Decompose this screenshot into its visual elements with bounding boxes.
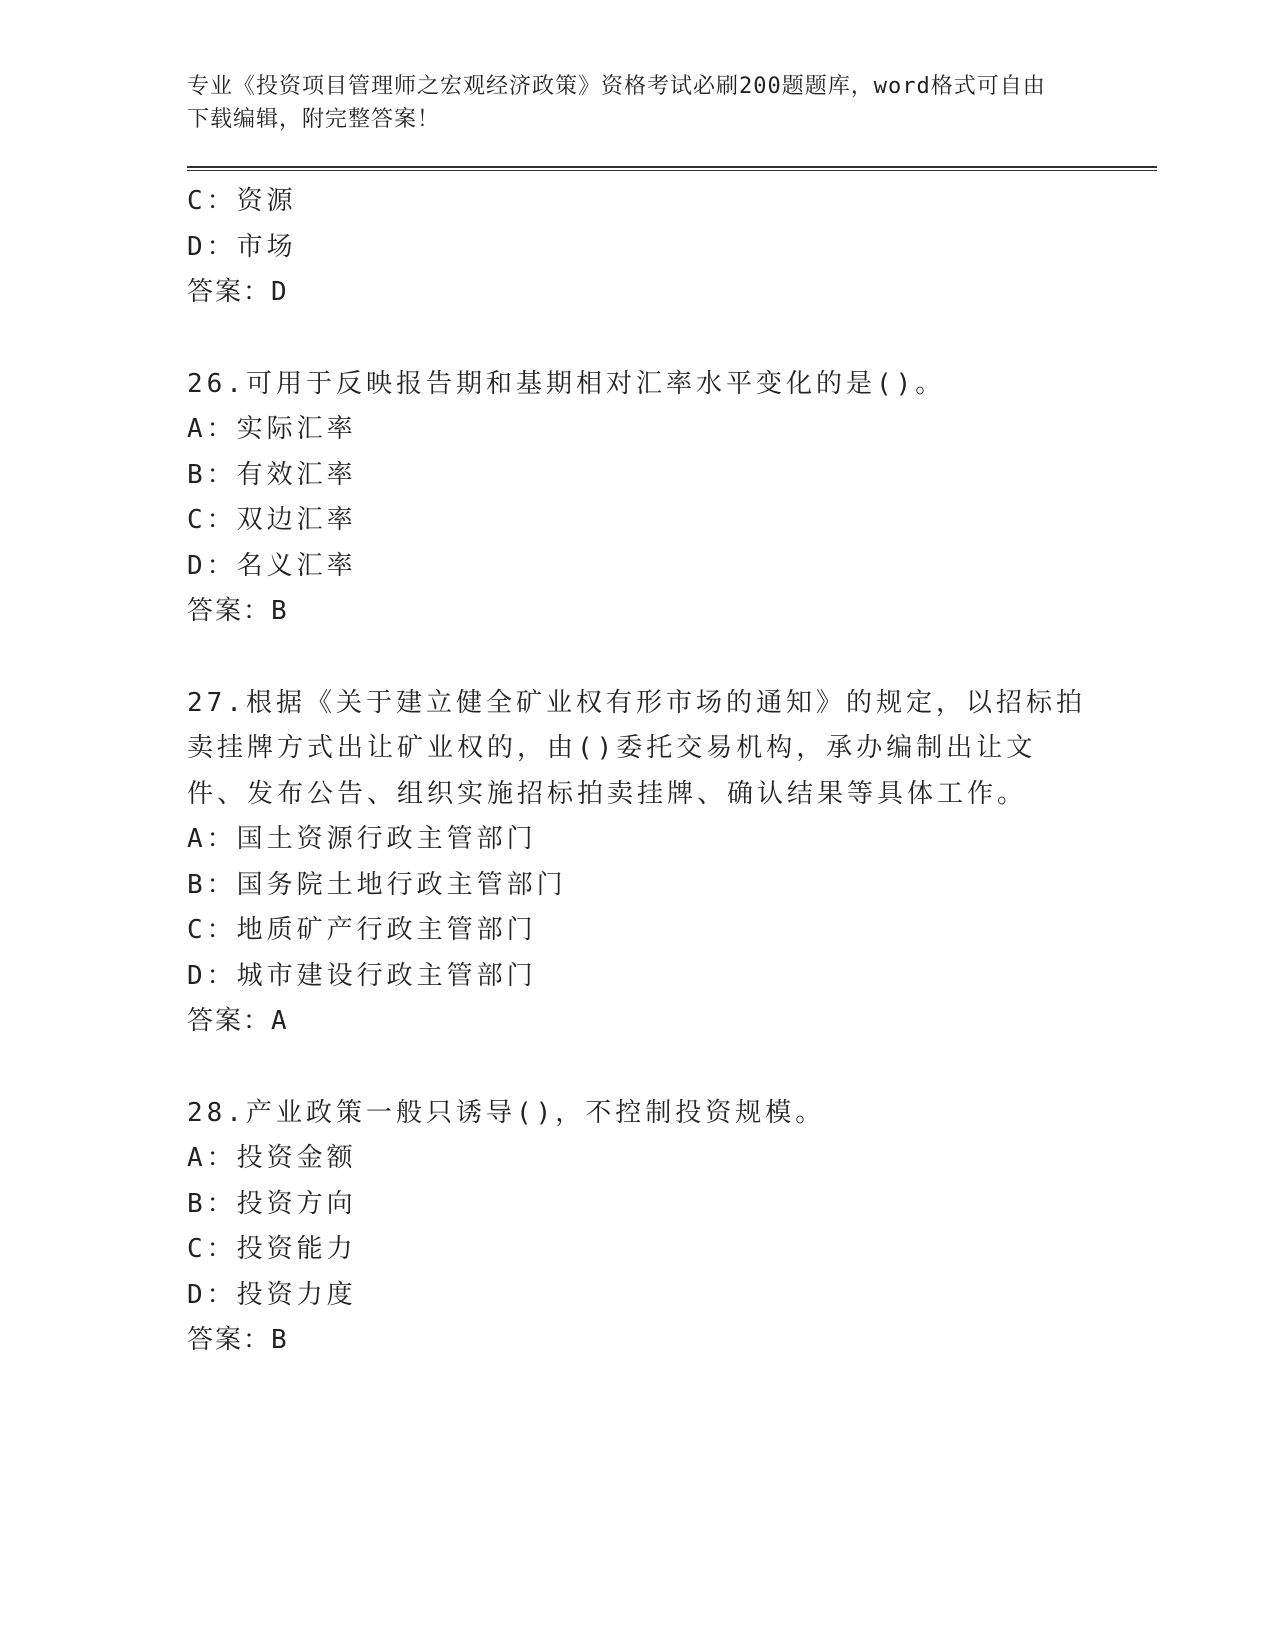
option-a: A：投资金额 — [187, 1143, 357, 1173]
question-27 — [187, 681, 1157, 1045]
question-28 — [187, 1091, 1157, 1364]
option-b: B：有效汇率 — [187, 459, 357, 490]
option-a: A：国土资源行政主管部门 — [187, 824, 537, 854]
option-c: C：双边汇率 — [187, 505, 357, 535]
option-a: A：实际汇率 — [187, 414, 357, 444]
option-b: B：国务院土地行政主管部门 — [187, 869, 567, 900]
answer-line: 答案：B — [187, 596, 289, 626]
document-page — [187, 70, 1157, 1364]
option-d: D：投资力度 — [187, 1279, 357, 1310]
answer-line: 答案：D — [187, 277, 289, 307]
answer-line: 答案：A — [187, 1006, 289, 1036]
header-divider — [187, 166, 1157, 171]
option-b: B：投资方向 — [187, 1188, 357, 1219]
question-25-tail — [187, 179, 1157, 316]
option-c: C：资源 — [187, 186, 297, 216]
option-d: D：城市建设行政主管部门 — [187, 960, 537, 991]
option-d: D：市场 — [187, 231, 297, 262]
question-stem: 26.可用于反映报告期和基期相对汇率水平变化的是()。 — [187, 368, 946, 399]
document-header: 专业《投资项目管理师之宏观经济政策》资格考试必刷200题题库，word格式可自由下载编辑，附完整答案！ — [187, 74, 1046, 132]
question-stem: 28.产业政策一般只诱导()，不控制投资规模。 — [187, 1097, 826, 1128]
option-c: C：投资能力 — [187, 1234, 357, 1264]
question-list — [187, 179, 1157, 1364]
answer-line: 答案：B — [187, 1325, 289, 1355]
option-c: C：地质矿产行政主管部门 — [187, 915, 537, 945]
question-stem: 27.根据《关于建立健全矿业权有形市场的通知》的规定，以招标拍卖挂牌方式出让矿业权的，由()委托交易机构，承办编制出让文件、发布公告、组织实施招标拍卖挂牌、确认结果等具体工作。 — [187, 687, 1086, 809]
option-d: D：名义汇率 — [187, 550, 357, 581]
question-26 — [187, 362, 1157, 635]
